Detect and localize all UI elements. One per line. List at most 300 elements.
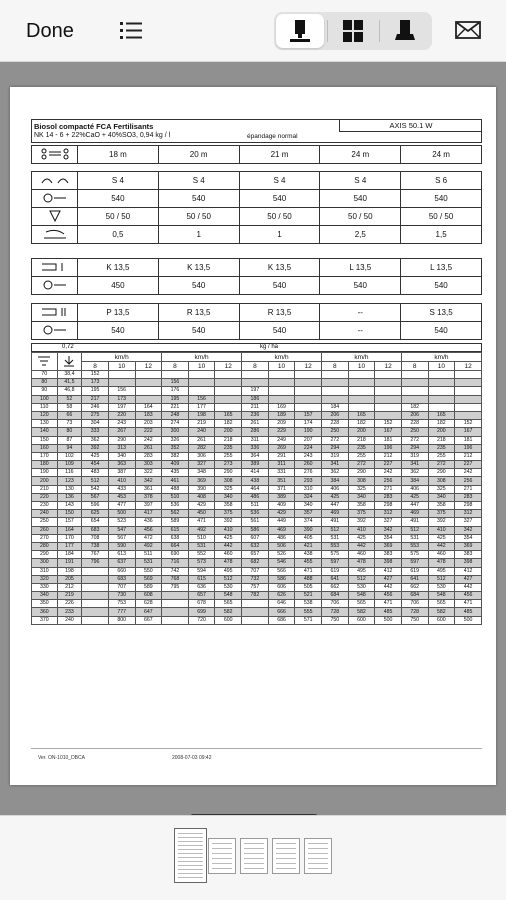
rate-cell: 414 [242,469,269,477]
rate-cell: 447 [401,502,428,510]
rate-cell: 389 [268,493,295,501]
rate-cell: 586 [242,526,269,534]
rate-cell: 456 [455,592,482,600]
rate-cell: 392 [215,518,242,526]
rate-cell: 728 [321,608,348,616]
rate-cell: 638 [162,534,189,542]
speed-header-cell: 10 [268,362,295,371]
rate-cell: 291 [268,452,295,460]
tilt-icon [32,226,78,244]
rate-cell: 471 [295,567,322,575]
rate-cell: 261 [135,444,162,452]
border-rpm-cell: 540 [401,277,482,295]
rate-cell: 358 [428,502,455,510]
rate-cell: 461 [162,477,189,485]
opening-cell: 73 [57,420,82,428]
rate-cell: 336 [242,444,269,452]
rate-cell: 203 [135,420,162,428]
border-cell: K 13,5 [158,259,239,277]
rate-cell: 308 [428,477,455,485]
rate-cell: 641 [321,575,348,583]
rate-cell: 455 [295,559,322,567]
rate-cell [242,379,269,387]
rate-cell: 460 [215,551,242,559]
dose-icon [32,353,58,371]
dose-cell: 280 [32,542,58,550]
rate-cell: 389 [242,461,269,469]
rate-cell: 597 [401,559,428,567]
speed-header-cell: 10 [188,362,215,371]
rate-cell: 384 [321,477,348,485]
rate-cell: 510 [188,534,215,542]
rate-cell: 319 [321,452,348,460]
page-thumbnail[interactable] [304,838,332,874]
rate-cell: 243 [108,420,135,428]
opening-cell: 38,4 [57,371,82,379]
rate-cell [295,403,322,411]
rate-cell: 227 [375,461,402,469]
rate-cell: 600 [428,616,455,624]
opening-cell: 212 [57,583,82,591]
rate-row [32,403,482,411]
rate-cell: 325 [348,485,375,493]
rate-cell: 354 [375,534,402,542]
rate-cell: 218 [348,436,375,444]
dose-cell: 250 [32,518,58,526]
dose-cell: 330 [32,583,58,591]
rate-cell: 542 [82,485,109,493]
rate-cell: 276 [295,469,322,477]
ratio-row [32,208,482,226]
document-viewer[interactable] [0,62,506,815]
rate-row [32,371,482,379]
rate-cell: 181 [455,436,482,444]
rate-cell: 647 [135,608,162,616]
rate-cell: 260 [295,461,322,469]
rate-cell: 492 [135,542,162,550]
rate-cell: 243 [295,452,322,460]
rate-cell [135,379,162,387]
speed-header-cell: 12 [135,362,162,371]
rate-cell: 273 [215,461,242,469]
opening-cell: 130 [57,485,82,493]
rate-cell [428,379,455,387]
rate-cell [242,371,269,379]
rate-cell: 298 [455,502,482,510]
rate-cell: 632 [242,542,269,550]
rate-cell: 491 [321,518,348,526]
speed-header-cell: 12 [295,362,322,371]
opening-cell: 136 [57,493,82,501]
speed-header-cell: 8 [321,362,348,371]
rate-cell: 392 [428,518,455,526]
opening-cell: 233 [57,608,82,616]
rate-cell [401,379,428,387]
rate-row [32,379,482,387]
rate-cell: 206 [401,411,428,419]
rate-cell: 608 [135,592,162,600]
page-thumbnail[interactable] [272,838,300,874]
edge-rpm-row [32,322,482,340]
speed-header-cell: 12 [455,362,482,371]
rate-cell: 406 [321,485,348,493]
rate-cell [375,371,402,379]
rate-cell: 478 [215,559,242,567]
list-icon[interactable] [120,20,144,42]
rate-cell: 167 [375,428,402,436]
border-settings-table [31,258,482,295]
dose-cell: 360 [32,608,58,616]
rate-cell: 354 [455,534,482,542]
rate-cell: 531 [188,542,215,550]
rate-cell: 312 [455,510,482,518]
rate-cell: 261 [188,436,215,444]
rate-cell: 531 [135,559,162,567]
rate-cell: 152 [82,371,109,379]
rate-cell: 412 [375,567,402,575]
rate-cell: 182 [401,403,428,411]
rate-cell: 410 [428,526,455,534]
rate-cell: 361 [135,485,162,493]
rate-cell: 433 [108,485,135,493]
rate-cell: 369 [455,542,482,550]
rate-row [32,477,482,485]
rate-cell [455,379,482,387]
rate-cell: 200 [215,428,242,436]
rate-cell [295,379,322,387]
rate-cell: 212 [375,452,402,460]
rate-cell: 706 [401,600,428,608]
rate-cell: 606 [268,583,295,591]
rate-cell: 390 [188,485,215,493]
edge-cell: S 13,5 [401,304,482,322]
rate-cell [401,395,428,403]
rate-cell: 152 [375,420,402,428]
ratio-icon [32,208,78,226]
rate-row [32,469,482,477]
rpm-row [32,190,482,208]
opening-cell: 116 [57,469,82,477]
rate-cell: 311 [242,436,269,444]
opening-cell: 226 [57,600,82,608]
rate-cell: 283 [375,493,402,501]
edge-settings-table [31,303,482,340]
footer-date: 2008-07-03 09:42 [172,755,212,761]
rate-cell: 222 [135,428,162,436]
rate-cell: 196 [455,444,482,452]
rate-cell: 436 [135,518,162,526]
rate-cell: 442 [215,542,242,550]
rate-cell: 573 [188,559,215,567]
rate-cell: 340 [108,452,135,460]
rate-cell: 324 [295,493,322,501]
rpm-icon [32,190,78,208]
rate-cell [215,379,242,387]
rpm-cell: 540 [239,190,320,208]
rate-cell [188,379,215,387]
rate-cell: 486 [242,493,269,501]
two-page-icon[interactable] [329,14,377,48]
rate-cell: 293 [295,477,322,485]
rate-cell: 485 [455,608,482,616]
rate-cell: 340 [295,502,322,510]
rate-cell: 565 [348,600,375,608]
rate-cell: 728 [401,608,428,616]
rate-cell: 397 [135,502,162,510]
rate-cell: 800 [108,616,135,624]
rate-cell: 521 [295,592,322,600]
dose-cell: 150 [32,436,58,444]
rate-cell: 449 [268,518,295,526]
rate-cell: 571 [295,616,322,624]
rate-cell: 327 [188,461,215,469]
rate-cell: 625 [82,510,109,518]
rate-cell: 469 [401,510,428,518]
rate-cell: 708 [82,534,109,542]
rate-cell [348,403,375,411]
rate-cell: 197 [108,403,135,411]
opening-cell: 219 [57,592,82,600]
rate-cell: 453 [108,493,135,501]
rate-cell: 553 [401,542,428,550]
rate-cell: 782 [242,592,269,600]
rate-cell: 290 [108,436,135,444]
rate-cell [375,379,402,387]
border-rpm-cell: 540 [158,277,239,295]
rate-cell: 235 [428,444,455,452]
rate-cell: 308 [348,477,375,485]
done-button[interactable]: Done [26,20,74,42]
rate-cell: 357 [295,510,322,518]
rate-cell: 425 [348,534,375,542]
rate-cell: 586 [268,575,295,583]
rate-cell: 242 [375,469,402,477]
application-rate-table [31,352,482,625]
page-thumbnail[interactable] [208,838,236,874]
rate-cell: 375 [215,510,242,518]
rate-cell: 267 [108,428,135,436]
opening-cell: 66 [57,411,82,419]
rate-cell: 511 [242,502,269,510]
vane-cell: S 4 [320,172,401,190]
rate-cell: 477 [108,502,135,510]
rate-cell [82,608,109,616]
unit-row [31,343,482,352]
rate-cell: 442 [348,542,375,550]
rate-cell [295,387,322,395]
rate-cell: 196 [375,444,402,452]
border-rpm-cell: 540 [320,277,401,295]
rate-cell: 207 [295,436,322,444]
dose-cell: 340 [32,592,58,600]
widths-row [32,146,482,164]
edge-row [32,304,482,322]
rate-cell [162,592,189,600]
continuous-page-icon[interactable] [381,14,429,48]
rate-cell [321,395,348,403]
rate-cell: 348 [188,469,215,477]
page-thumbnail[interactable] [240,838,268,874]
dose-cell: 240 [32,510,58,518]
rate-cell: 738 [82,542,109,550]
rate-cell: 374 [295,518,322,526]
rate-cell [108,371,135,379]
rate-cell: 341 [401,461,428,469]
rate-cell: 530 [215,583,242,591]
rate-cell: 548 [348,592,375,600]
rate-cell: 242 [455,469,482,477]
speed-unit-header-row [32,353,482,362]
rate-cell: 636 [188,583,215,591]
rate-cell: 547 [108,526,135,534]
rate-row [32,616,482,624]
rate-cell: 506 [268,542,295,550]
page-thumbnail[interactable] [174,828,207,883]
width-cell: 21 m [239,146,320,164]
rate-cell: 255 [215,452,242,460]
single-page-icon[interactable] [276,14,324,48]
rate-cell: 412 [455,567,482,575]
dose-cell: 140 [32,428,58,436]
rate-cell: 392 [82,444,109,452]
opening-cell: 80 [57,428,82,436]
rate-cell: 589 [162,518,189,526]
rate-cell: 512 [348,575,375,583]
rate-cell: 454 [82,461,109,469]
speed-values-header-row [32,362,482,371]
view-mode-segmented-control [274,12,432,50]
rate-cell [215,387,242,395]
rate-cell: 435 [162,469,189,477]
rate-cell: 224 [295,444,322,452]
rate-cell: 227 [455,461,482,469]
rate-cell [455,403,482,411]
rate-cell [268,379,295,387]
rate-cell [268,395,295,403]
border-icon [32,259,78,277]
rate-cell: 186 [242,395,269,403]
rate-cell: 425 [428,534,455,542]
rate-cell: 488 [162,485,189,493]
rate-cell [348,379,375,387]
rate-cell: 275 [82,411,109,419]
rate-cell [455,411,482,419]
rate-cell: 352 [162,444,189,452]
dose-cell: 110 [32,403,58,411]
rate-cell: 597 [321,559,348,567]
rate-cell: 195 [162,395,189,403]
rate-row [32,420,482,428]
rate-cell: 362 [82,436,109,444]
rate-cell: 229 [268,428,295,436]
chart-header [31,119,482,143]
rate-cell: 290 [348,469,375,477]
rate-cell: 666 [268,608,295,616]
rate-cell: 684 [401,592,428,600]
rate-cell: 777 [108,608,135,616]
rate-cell: 464 [242,485,269,493]
document-page[interactable] [10,87,496,785]
rate-cell: 582 [428,608,455,616]
rate-cell: 327 [375,518,402,526]
rate-cell [268,387,295,395]
rate-cell: 322 [135,469,162,477]
speed-unit-header: km/h [82,353,162,362]
rate-cell: 219 [188,420,215,428]
vane-cell: S 4 [158,172,239,190]
rate-cell: 530 [428,583,455,591]
rate-cell: 290 [215,469,242,477]
opening-icon [57,353,82,371]
rate-cell: 325 [215,485,242,493]
rate-cell: 582 [348,608,375,616]
rate-cell: 220 [108,411,135,419]
rate-cell: 438 [242,477,269,485]
rate-row [32,575,482,583]
rate-cell: 282 [188,444,215,452]
rate-cell: 242 [135,436,162,444]
rate-cell: 753 [108,600,135,608]
rate-cell: 173 [108,395,135,403]
vanes-row [32,172,482,190]
vane-cell: S 4 [78,172,159,190]
border-rpm-cell: 450 [78,277,159,295]
rate-cell: 707 [108,583,135,591]
rate-cell: 255 [428,452,455,460]
rate-cell [348,395,375,403]
rate-row [32,510,482,518]
rate-cell: 235 [215,444,242,452]
rate-cell: 594 [188,567,215,575]
rate-cell: 326 [162,436,189,444]
rate-cell: 304 [82,420,109,428]
rate-cell: 536 [242,510,269,518]
rate-cell: 410 [348,526,375,534]
rate-cell: 290 [428,469,455,477]
dose-cell: 70 [32,371,58,379]
rate-cell: 410 [215,526,242,534]
rate-row [32,559,482,567]
rate-cell: 646 [268,600,295,608]
dose-cell: 220 [32,493,58,501]
rate-cell: 325 [428,485,455,493]
rate-cell: 248 [162,411,189,419]
rate-cell: 600 [215,616,242,624]
rate-cell: 364 [242,452,269,460]
rate-cell: 429 [268,510,295,518]
rate-cell: 447 [321,502,348,510]
rate-row [32,592,482,600]
dose-cell: 270 [32,534,58,542]
mail-icon[interactable] [455,20,481,42]
rate-cell: 308 [215,477,242,485]
rate-cell: 442 [375,583,402,591]
rate-cell: 272 [428,461,455,469]
rate-cell [295,395,322,403]
edge-rpm-cell: 540 [239,322,320,340]
rate-cell: 340 [348,493,375,501]
rate-cell: 167 [455,428,482,436]
rate-cell [401,371,428,379]
opening-cell: 177 [57,542,82,550]
border-rpm-cell: 540 [239,277,320,295]
rate-cell: 478 [348,559,375,567]
rate-row [32,485,482,493]
rate-cell: 173 [82,379,109,387]
rate-cell: 184 [321,403,348,411]
rate-cell: 209 [268,420,295,428]
opening-cell: 191 [57,559,82,567]
